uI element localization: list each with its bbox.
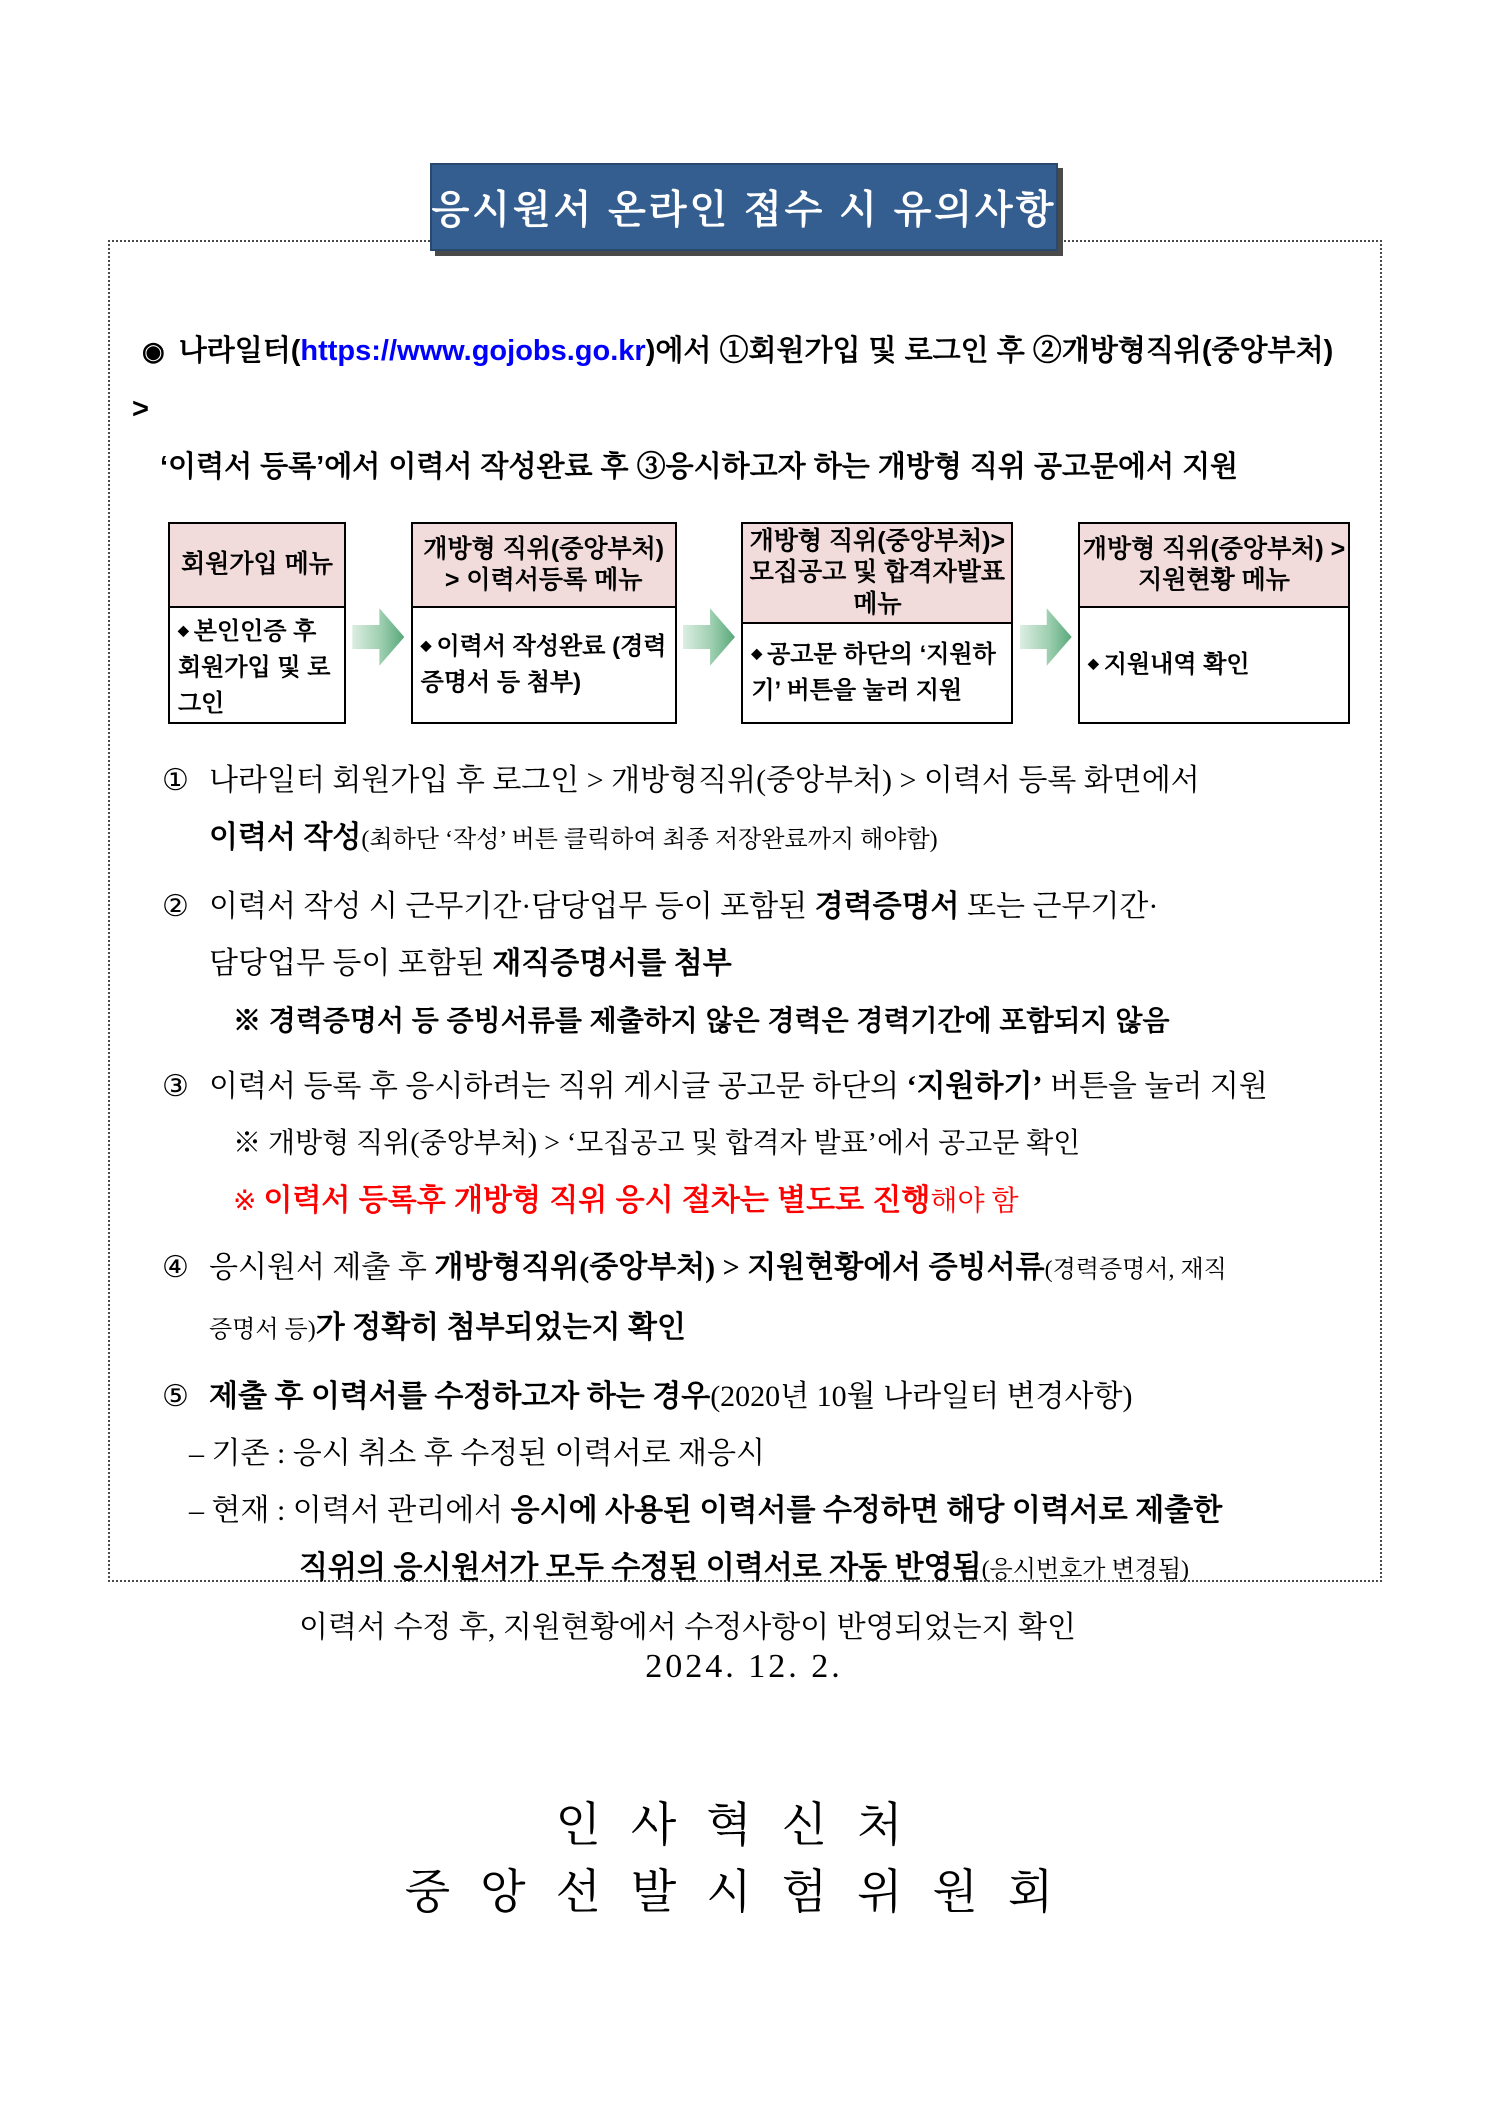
item-number: ① <box>162 764 189 797</box>
flow-arrow-icon <box>1020 607 1072 667</box>
flow-arrow-slot <box>677 522 742 724</box>
item-text-small: (최하단 ‘작성’ 버튼 클릭하여 최종 저장완료까지 해야함) <box>361 827 938 853</box>
item-number: ⑤ <box>162 1380 189 1413</box>
flow-step-header: 회원가입 메뉴 <box>170 524 344 608</box>
item-note: ※ 경력증명서 등 증빙서류를 제출하지 않은 경력은 경력기간에 포함되지 않음 <box>233 1005 1170 1036</box>
flow-step-resume-register <box>411 522 677 724</box>
item-text-bold: 경력증명서 <box>814 890 960 923</box>
flow-step-body <box>1080 608 1348 722</box>
flow-step-body <box>413 608 675 722</box>
item-text-bold: ‘지원하기’ <box>906 1070 1043 1103</box>
diamond-bullet-icon: ◆ <box>1088 655 1099 671</box>
flow-step-apply <box>741 522 1013 724</box>
item-text: 응시원서 제출 후 <box>209 1251 435 1284</box>
instruction-item-2 <box>162 878 1354 1049</box>
flow-step-body-text: 지원내역 확인 <box>1103 651 1250 678</box>
item-text: 이력서 수정 후, 지원현황에서 수정사항이 반영되었는지 확인 <box>299 1611 1076 1644</box>
item-text: – 현재 : 이력서 관리에서 <box>189 1494 511 1527</box>
flow-step-body-text: 본인인증 후 회원가입 및 로그인 <box>178 618 331 717</box>
flow-arrow-slot <box>346 522 411 724</box>
item-text-small: (경력증명서, 재직 <box>1044 1257 1227 1283</box>
intro-text-pre: 나라일터( <box>178 335 301 367</box>
org-name-central-committee: 중앙선발시험위원회 <box>404 1865 1084 1918</box>
instruction-item-4 <box>162 1239 1354 1359</box>
flow-arrow-icon <box>683 607 735 667</box>
intro-line-1 <box>132 322 1354 438</box>
flow-step-body <box>743 624 1011 722</box>
item-line <box>209 1299 1354 1359</box>
item-text-bold: 이력서 작성 <box>209 821 362 854</box>
item-line <box>209 1368 1354 1425</box>
item-number: ④ <box>162 1251 189 1284</box>
document-date: 2024. 12. 2. <box>645 1648 843 1685</box>
item-number: ③ <box>162 1070 189 1103</box>
item-line <box>209 1239 1354 1299</box>
item-text-small: 증명서 등) <box>209 1317 316 1343</box>
flow-step-body <box>170 608 344 728</box>
intro-text-post: )에서 ①회원가입 및 로그인 후 ②개방형직위(중앙부처) > <box>132 335 1334 425</box>
item-subline-current <box>189 1482 1354 1539</box>
process-flow-diagram <box>168 522 1350 724</box>
item-text-small: (응시번호가 변경됨) <box>981 1557 1190 1583</box>
item-text: 버튼을 눌러 지원 <box>1042 1070 1268 1103</box>
item-note: ※ 개방형 직위(중앙부처) > ‘모집공고 및 합격자 발표’에서 공고문 확인 <box>233 1128 1081 1159</box>
item-text-bold: 개방형직위(중앙부처) > 지원현황에서 증빙서류 <box>434 1251 1045 1284</box>
flow-step-header: 개방형 직위(중앙부처) > 이력서등록 메뉴 <box>413 524 675 608</box>
item-line <box>209 935 1354 992</box>
item-subline-continuation <box>299 1599 1354 1656</box>
item-note-warning <box>233 1172 1354 1230</box>
org-name-mpm: 인사혁신처 <box>555 1798 933 1851</box>
fisheye-bullet-icon: ◉ <box>142 336 165 366</box>
item-line <box>209 878 1354 935</box>
intro-paragraph <box>132 322 1354 496</box>
warning-text: 해야 함 <box>930 1186 1019 1217</box>
gojobs-url-link[interactable]: https://www.gojobs.go.kr <box>300 335 646 367</box>
flow-step-body-text: 이력서 작성완료 (경력증명서 등 첨부) <box>420 633 667 696</box>
item-line <box>209 809 1354 869</box>
flow-step-status-check <box>1078 522 1350 724</box>
page-title: 응시원서 온라인 접수 시 유의사항 <box>430 163 1058 251</box>
item-line <box>209 1058 1354 1115</box>
item-text-bold: 재직증명서를 첨부 <box>492 947 732 980</box>
flow-arrow-icon <box>352 607 404 667</box>
item-text-bold: 가 정확히 첨부되었는지 확인 <box>315 1311 686 1344</box>
item-text: (2020년 10월 나라일터 변경사항) <box>710 1380 1133 1413</box>
item-text-bold: 응시에 사용된 이력서를 수정하면 해당 이력서로 제출한 <box>510 1494 1223 1527</box>
intro-line-2: ‘이력서 등록’에서 이력서 작성완료 후 ③응시하고자 하는 개방형 직위 공고문에서 지원 <box>160 451 1239 483</box>
notice-box <box>108 240 1382 1644</box>
flow-arrow-slot <box>1013 522 1078 724</box>
flow-step-header: 개방형 직위(중앙부처)> 모집공고 및 합격자발표 메뉴 <box>743 524 1011 624</box>
diamond-bullet-icon: ◆ <box>420 637 432 653</box>
item-text: 이력서 작성 시 근무기간·담당업무 등이 포함된 <box>209 890 815 923</box>
diamond-bullet-icon: ◆ <box>178 622 189 638</box>
item-text: 나라일터 회원가입 후 로그인 > 개방형직위(중앙부처) > 이력서 등록 화면에서 <box>209 764 1200 797</box>
flow-step-header: 개방형 직위(중앙부처) > 지원현황 메뉴 <box>1080 524 1348 608</box>
warning-mark: ※ <box>233 1186 264 1217</box>
instruction-item-1 <box>162 752 1354 869</box>
item-text: 또는 근무기간· <box>959 890 1159 923</box>
item-number: ② <box>162 890 189 923</box>
flow-step-body-text: 공고문 하단의 ‘지원하기’ 버튼을 눌러 지원 <box>751 640 996 704</box>
instruction-item-3 <box>162 1058 1354 1230</box>
item-subline-continuation <box>299 1539 1354 1599</box>
item-text: 담당업무 등이 포함된 <box>209 947 493 980</box>
diamond-bullet-icon: ◆ <box>751 644 763 661</box>
warning-text-bold: 이력서 등록후 개방형 직위 응시 절차는 별도로 진행 <box>263 1184 931 1217</box>
item-text-bold: 직위의 응시원서가 모두 수정된 이력서로 자동 반영됨 <box>299 1551 982 1584</box>
item-text: – 기존 : 응시 취소 후 수정된 이력서로 재응시 <box>189 1437 765 1470</box>
item-text: 이력서 등록 후 응시하려는 직위 게시글 공고문 하단의 <box>209 1070 907 1103</box>
item-subline-previous <box>189 1425 1354 1482</box>
item-text-bold: 제출 후 이력서를 수정하고자 하는 경우 <box>209 1380 711 1413</box>
flow-step-signup <box>168 522 346 724</box>
item-line <box>209 752 1354 809</box>
instruction-list <box>162 752 1354 1656</box>
instruction-item-5 <box>162 1368 1354 1656</box>
